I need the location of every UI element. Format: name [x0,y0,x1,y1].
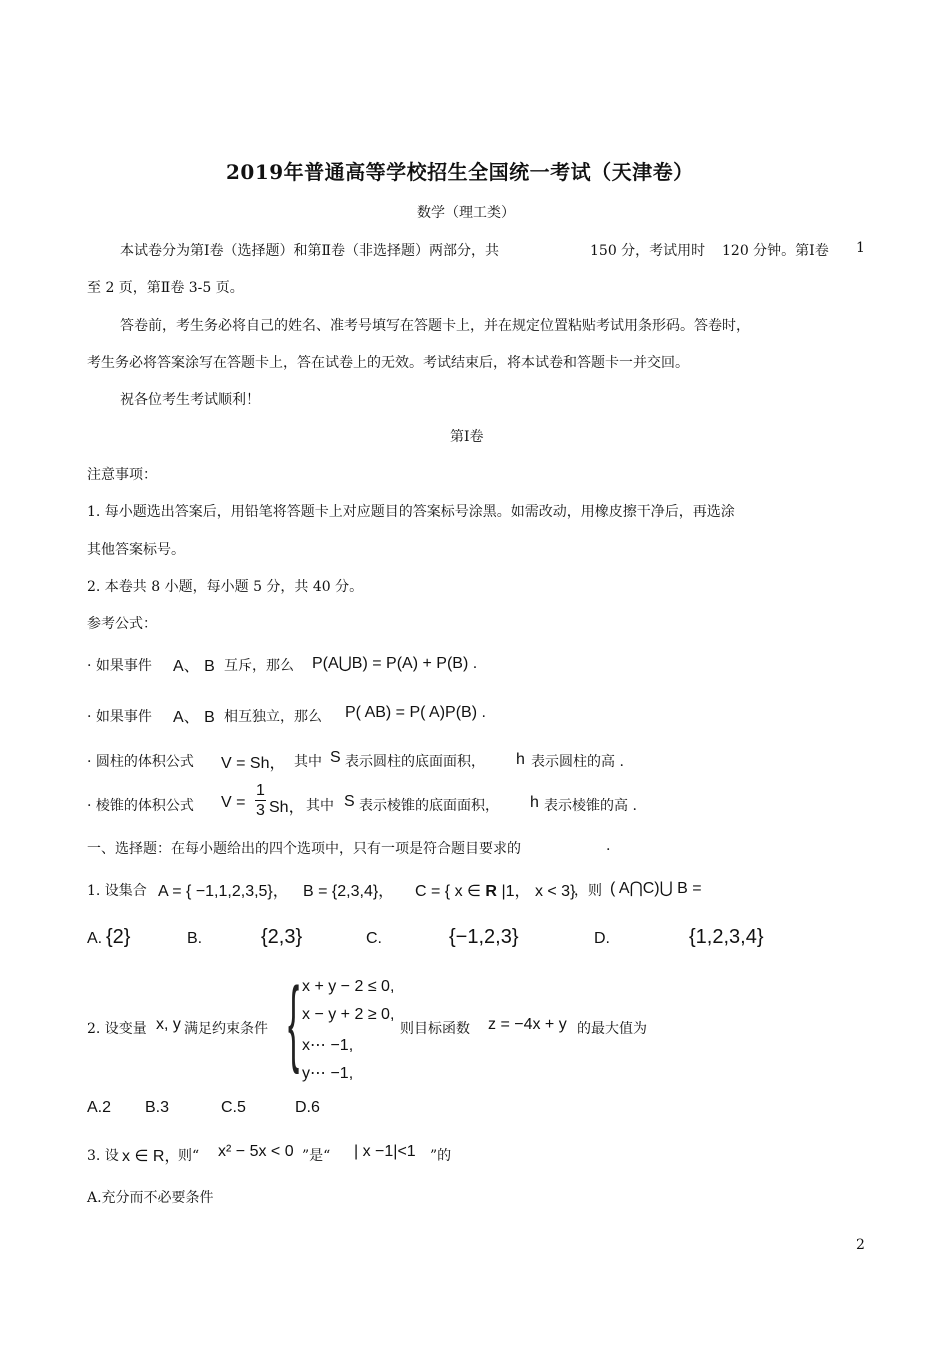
formula4-fraction [255,783,266,819]
fraction-numerator: 1 [256,782,265,799]
formula1-prefix: · 如果事件 [87,658,152,674]
intro-p2-line1: 答卷前，考生务必将自己的姓名、准考号填写在答题卡上，并在规定位置粘贴考试用条形码。答卷时， [120,318,750,334]
q2-end: 的最大值为 [577,1021,647,1037]
q1-option-b-letter[interactable]: B. [187,930,203,947]
notes-title: 注意事项： [87,467,157,483]
formula4-b: 表示棱锥的底面面积， [359,798,499,814]
q2-constraint-2: x − y + 2 ≥ 0, [302,1006,395,1023]
formula3-b: 表示圆柱的底面面积， [345,754,485,770]
note1-line2: 其他答案标号。 [87,542,185,558]
q2-constraint-4: y⋯ −1, [302,1065,354,1082]
note2: 2. 本卷共 8 小题，每小题 5 分，共 40 分。 [87,579,364,595]
q1-option-d-value: {1,2,3,4} [689,926,764,948]
q2-option-b[interactable]: B.3 [145,1099,170,1116]
q3-end: ”的 [430,1148,452,1164]
q3-label: 3. 设 [87,1148,119,1164]
formula3-s: S [330,749,341,766]
q1-set-c-pre: C = { x ∈ [415,883,481,900]
section1-heading-dot: . [606,838,611,854]
page-subtitle: 数学（理工类） [417,205,515,221]
note1-line1: 1. 每小题选出答案后，用铅笔将答题卡上对应题目的答案标号涂黑。如需改动，用橡皮擦干净后，再选涂 [87,504,735,520]
q2-constraint-brace: { [288,968,300,1075]
formula2-math: P( AB) = P( A)P(B) . [345,704,486,721]
q3-cond: x ∈ R， [122,1148,181,1165]
q1-set-c [415,878,575,901]
formula4-prefix: · 棱锥的体积公式 [87,798,194,814]
formula4-a: 其中 [306,798,334,814]
q2-mid: 满足约束条件 [184,1021,268,1037]
q1-option-b-value: {2,3} [261,926,303,948]
q1-option-c-value: {−1,2,3} [449,926,519,948]
q2-objective: z = −4x + y [488,1016,567,1033]
q2-option-d[interactable]: D.6 [295,1099,320,1116]
formula3-a: 其中 [294,754,322,770]
q2-vars: x, y [156,1016,181,1033]
q3-expr2: | x −1|<1 [354,1143,416,1160]
intro-p1-b: 150 分，考试用时 [590,243,706,259]
q1-set-c-post: |1， x < 3} [501,883,576,900]
formula4-sh: Sh， [269,799,305,816]
formula3-prefix: · 圆柱的体积公式 [87,754,194,770]
formula1-math: P(A⋃B) = P(A) + P(B) . [312,655,478,672]
q2-constraint-1: x + y − 2 ≤ 0, [302,978,395,995]
intro-p1-c: 120 分钟。第Ⅰ卷 [722,243,829,259]
intro-p1-a: 本试卷分为第Ⅰ卷（选择题）和第Ⅱ卷（非选择题）两部分，共 [120,243,500,259]
formula1-mid: 互斥，那么 [224,658,294,674]
q2-option-a[interactable]: A.2 [87,1099,112,1116]
q3-is: ”是“ [302,1148,331,1164]
q1-tail: ，则 [574,883,602,899]
intro-p2-line2: 考生务必将答案涂写在答题卡上，答在试卷上的无效。考试结束后，将本试卷和答题卡一并交回。 [87,355,689,371]
q1-option-d-letter[interactable]: D. [594,930,610,947]
q1-option-a-value: {2} [106,926,131,948]
section1-heading: 一、选择题：在每小题给出的四个选项中，只有一项是符合题目要求的 [87,841,521,857]
q1-set-c-r: R [485,883,497,900]
formula2-mid: 相互独立，那么 [224,709,322,725]
q3-expr1: x² − 5x < 0 [218,1143,294,1160]
formula2-vars: A、 B [173,709,215,726]
q2-option-c[interactable]: C.5 [221,1099,246,1116]
q1-option-a-letter[interactable]: A. [87,930,103,947]
intro-p3: 祝各位考生考试顺利！ [120,392,260,408]
formula3-math: V = Sh， [221,755,286,772]
formula4-h: h [530,794,539,811]
q3-then: 则“ [178,1148,200,1164]
formula3-c: 表示圆柱的高 . [531,754,624,770]
q3-option-a[interactable]: A.充分而不必要条件 [87,1190,214,1206]
q1-set-b: B = {2,3,4}， [303,883,395,900]
fraction-denominator: 3 [256,802,265,819]
formula4-c: 表示棱锥的高 . [544,798,637,814]
q1-expr: ( A⋂C)⋃ B = [610,880,702,897]
q2-label: 2. 设变量 [87,1021,147,1037]
formula4-v: V = [221,794,246,811]
page-title: 2019年普通高等学校招生全国统一考试（天津卷） [226,160,694,184]
intro-p1-line2: 至 2 页，第Ⅱ卷 3-5 页。 [87,280,244,296]
q2-constraint-3: x⋯ −1, [302,1037,354,1054]
part1-heading: 第Ⅰ卷 [450,429,484,445]
q1-set-a: A = { −1,1,2,3,5}， [158,883,289,900]
q1-label: 1. 设集合 [87,883,147,899]
q2-tail: 则目标函数 [400,1021,470,1037]
page-number: 2 [856,1237,865,1253]
formula1-vars: A、 B [173,658,215,675]
formula3-h: h [516,751,525,768]
ref-title: 参考公式： [87,616,157,632]
formula4-s: S [344,793,355,810]
formula2-prefix: · 如果事件 [87,709,152,725]
intro-p1-d: 1 [856,240,865,256]
q1-option-c-letter[interactable]: C. [366,930,382,947]
